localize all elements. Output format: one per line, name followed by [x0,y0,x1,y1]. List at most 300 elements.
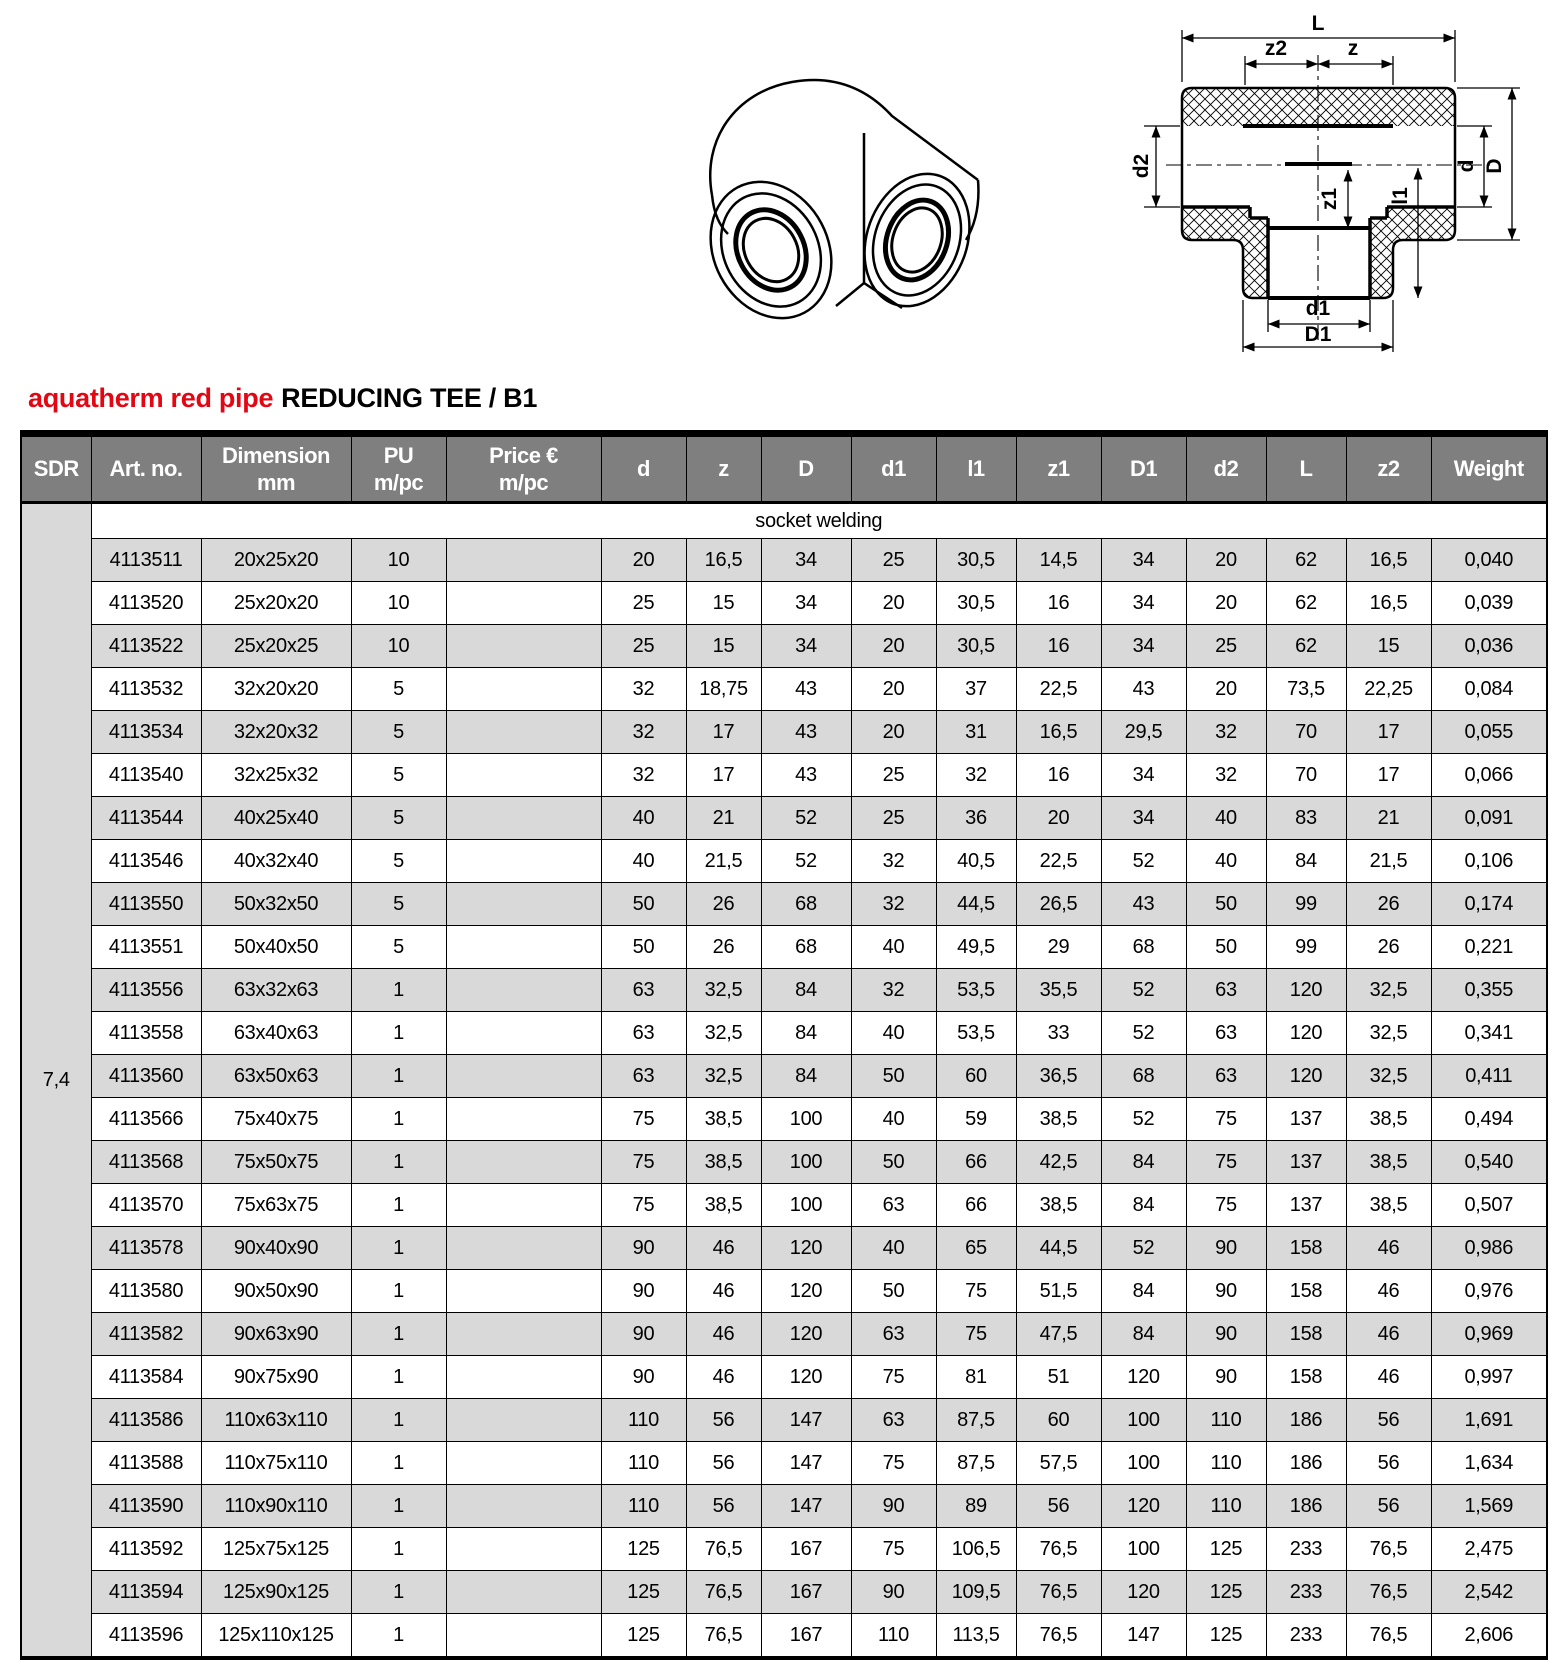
cell-d: 110 [601,1399,686,1442]
cell-pu: 1 [351,1098,446,1141]
cell-d: 90 [601,1270,686,1313]
cell-d1: 50 [851,1055,936,1098]
cell-dimension: 50x32x50 [201,883,351,926]
cell-d2: 25 [1186,625,1266,668]
cell-d1: 32 [851,883,936,926]
cell-d1: 20 [851,625,936,668]
table-row [21,1227,1547,1270]
cell-D: 100 [761,1098,851,1141]
cell-D1: 84 [1101,1184,1186,1227]
cell-z: 26 [686,926,761,969]
cell-art-no: 4113582 [91,1313,201,1356]
cell-dimension: 90x50x90 [201,1270,351,1313]
cell-weight: 0,355 [1431,969,1547,1012]
cell-d: 32 [601,668,686,711]
cell-pu: 1 [351,1399,446,1442]
cell-z1: 22,5 [1016,840,1101,883]
cell-L: 70 [1266,754,1346,797]
table-row [21,582,1547,625]
cell-z2: 21 [1346,797,1431,840]
cell-dimension: 110x75x110 [201,1442,351,1485]
cell-weight: 0,540 [1431,1141,1547,1184]
col-header-dimension: Dimension mm [201,434,351,503]
cell-D1: 84 [1101,1313,1186,1356]
cell-z1: 56 [1016,1485,1101,1528]
cell-weight: 0,969 [1431,1313,1547,1356]
cell-D: 120 [761,1356,851,1399]
cell-l1: 66 [936,1184,1016,1227]
cell-D: 100 [761,1141,851,1184]
cell-weight: 0,986 [1431,1227,1547,1270]
cell-price [446,1012,601,1055]
cell-D: 120 [761,1270,851,1313]
table-row [21,926,1547,969]
cell-dimension: 63x40x63 [201,1012,351,1055]
cell-L: 158 [1266,1313,1346,1356]
cell-l1: 109,5 [936,1571,1016,1614]
cell-z2: 46 [1346,1356,1431,1399]
cell-D1: 120 [1101,1485,1186,1528]
cell-d: 90 [601,1227,686,1270]
col-header-z: z [686,434,761,503]
cell-L: 99 [1266,883,1346,926]
table-row [21,1055,1547,1098]
col-header-art-no: Art. no. [91,434,201,503]
cell-D1: 52 [1101,969,1186,1012]
cell-z1: 20 [1016,797,1101,840]
cell-price [446,668,601,711]
col-header-D: D [761,434,851,503]
cell-z: 76,5 [686,1571,761,1614]
cell-z: 15 [686,625,761,668]
cell-art-no: 4113568 [91,1141,201,1184]
cell-l1: 53,5 [936,1012,1016,1055]
cell-price [446,1227,601,1270]
cell-d: 75 [601,1141,686,1184]
table-row [21,1356,1547,1399]
cell-l1: 37 [936,668,1016,711]
cell-d1: 25 [851,539,936,582]
cell-price [446,539,601,582]
cell-pu: 10 [351,625,446,668]
cell-z1: 35,5 [1016,969,1101,1012]
cell-art-no: 4113590 [91,1485,201,1528]
cell-dimension: 32x25x32 [201,754,351,797]
table-row [21,711,1547,754]
cell-dimension: 32x20x20 [201,668,351,711]
cell-D: 120 [761,1313,851,1356]
cell-d: 40 [601,840,686,883]
cell-l1: 30,5 [936,582,1016,625]
tee-section-drawing [1040,0,1566,355]
cell-d1: 32 [851,840,936,883]
cell-D: 52 [761,797,851,840]
cell-price [446,625,601,668]
cell-d2: 110 [1186,1442,1266,1485]
cell-d2: 90 [1186,1356,1266,1399]
cell-z: 76,5 [686,1614,761,1659]
cell-art-no: 4113578 [91,1227,201,1270]
cell-l1: 53,5 [936,969,1016,1012]
cell-pu: 1 [351,969,446,1012]
cell-z2: 17 [1346,754,1431,797]
cell-L: 62 [1266,582,1346,625]
cell-d1: 75 [851,1528,936,1571]
table-row [21,1098,1547,1141]
cell-price [446,883,601,926]
cell-d1: 40 [851,1227,936,1270]
cell-z2: 26 [1346,926,1431,969]
cell-D: 100 [761,1184,851,1227]
cell-D: 34 [761,625,851,668]
cell-z1: 38,5 [1016,1184,1101,1227]
cell-dimension: 90x40x90 [201,1227,351,1270]
cell-L: 83 [1266,797,1346,840]
cell-d1: 75 [851,1442,936,1485]
cell-z2: 56 [1346,1485,1431,1528]
cell-weight: 0,036 [1431,625,1547,668]
table-row [21,1012,1547,1055]
cell-d1: 75 [851,1356,936,1399]
col-header-z2: z2 [1346,434,1431,503]
cell-weight: 0,411 [1431,1055,1547,1098]
cell-dimension: 32x20x32 [201,711,351,754]
cell-L: 137 [1266,1098,1346,1141]
cell-pu: 1 [351,1528,446,1571]
cell-z2: 56 [1346,1399,1431,1442]
table-row [21,1313,1547,1356]
cell-z: 46 [686,1356,761,1399]
cell-z2: 76,5 [1346,1614,1431,1659]
cell-d2: 40 [1186,797,1266,840]
cell-D: 68 [761,926,851,969]
cell-pu: 1 [351,1571,446,1614]
cell-z2: 76,5 [1346,1571,1431,1614]
cell-price [446,1485,601,1528]
cell-art-no: 4113596 [91,1614,201,1659]
cell-pu: 1 [351,1055,446,1098]
cell-z1: 16 [1016,582,1101,625]
cell-pu: 1 [351,1485,446,1528]
col-header-L: L [1266,434,1346,503]
table-row [21,754,1547,797]
cell-z: 56 [686,1485,761,1528]
cell-dimension: 40x32x40 [201,840,351,883]
cell-z1: 42,5 [1016,1141,1101,1184]
cell-l1: 65 [936,1227,1016,1270]
cell-z1: 60 [1016,1399,1101,1442]
cell-z1: 16,5 [1016,711,1101,754]
dim-label-D: D [1483,158,1506,174]
cell-D1: 52 [1101,1227,1186,1270]
cell-D1: 84 [1101,1270,1186,1313]
table-row [21,1614,1547,1659]
cell-pu: 1 [351,1141,446,1184]
section-row [21,503,1547,539]
cell-pu: 1 [351,1270,446,1313]
table-row [21,1528,1547,1571]
cell-D1: 43 [1101,883,1186,926]
cell-z2: 32,5 [1346,969,1431,1012]
cell-D1: 34 [1101,539,1186,582]
cell-d2: 20 [1186,668,1266,711]
cell-l1: 113,5 [936,1614,1016,1659]
cell-z1: 14,5 [1016,539,1101,582]
cell-D: 43 [761,711,851,754]
cell-l1: 44,5 [936,883,1016,926]
dim-label-z1: z1 [1318,187,1341,211]
cell-D1: 34 [1101,625,1186,668]
cell-weight: 0,341 [1431,1012,1547,1055]
cell-price [446,926,601,969]
cell-D: 52 [761,840,851,883]
col-header-sdr: SDR [21,434,91,503]
cell-z2: 32,5 [1346,1055,1431,1098]
col-header-pu: PU m/pc [351,434,446,503]
cell-L: 186 [1266,1399,1346,1442]
cell-d2: 90 [1186,1270,1266,1313]
cell-dimension: 125x75x125 [201,1528,351,1571]
cell-z: 38,5 [686,1141,761,1184]
dim-label-L: L [1311,12,1325,35]
cell-z1: 33 [1016,1012,1101,1055]
cell-dimension: 75x50x75 [201,1141,351,1184]
cell-D1: 68 [1101,1055,1186,1098]
cell-weight: 0,221 [1431,926,1547,969]
cell-z1: 16 [1016,754,1101,797]
cell-D1: 29,5 [1101,711,1186,754]
cell-pu: 1 [351,1227,446,1270]
table-row [21,625,1547,668]
table-row [21,969,1547,1012]
cell-art-no: 4113546 [91,840,201,883]
cell-z2: 26 [1346,883,1431,926]
cell-price [446,1356,601,1399]
cell-price [446,1184,601,1227]
sdr-value: 7,4 [21,503,91,1659]
cell-d2: 63 [1186,1012,1266,1055]
cell-d: 50 [601,926,686,969]
cell-z: 18,75 [686,668,761,711]
cell-d2: 125 [1186,1528,1266,1571]
cell-D1: 34 [1101,754,1186,797]
cell-weight: 0,039 [1431,582,1547,625]
cell-weight: 0,055 [1431,711,1547,754]
cell-z2: 16,5 [1346,539,1431,582]
cell-d1: 63 [851,1399,936,1442]
cell-pu: 1 [351,1614,446,1659]
cell-z: 15 [686,582,761,625]
cell-d1: 40 [851,1012,936,1055]
cell-art-no: 4113556 [91,969,201,1012]
col-header-d2: d2 [1186,434,1266,503]
table-row [21,668,1547,711]
cell-d1: 110 [851,1614,936,1659]
cell-L: 73,5 [1266,668,1346,711]
cell-price [446,969,601,1012]
cell-D1: 100 [1101,1399,1186,1442]
cell-z: 56 [686,1442,761,1485]
cell-z1: 29 [1016,926,1101,969]
cell-D: 43 [761,668,851,711]
cell-z1: 26,5 [1016,883,1101,926]
dimension-table [20,430,1548,1660]
cell-z: 56 [686,1399,761,1442]
cell-d: 90 [601,1313,686,1356]
cell-weight: 2,606 [1431,1614,1547,1659]
cell-weight: 0,507 [1431,1184,1547,1227]
cell-d2: 50 [1186,883,1266,926]
cell-z1: 38,5 [1016,1098,1101,1141]
cell-d2: 32 [1186,711,1266,754]
cell-d: 90 [601,1356,686,1399]
table-row [21,1399,1547,1442]
dim-label-l1: l1 [1389,187,1412,205]
cell-art-no: 4113520 [91,582,201,625]
cell-weight: 0,106 [1431,840,1547,883]
cell-pu: 10 [351,582,446,625]
cell-z: 38,5 [686,1098,761,1141]
table-row [21,1270,1547,1313]
cell-z: 21 [686,797,761,840]
cell-price [446,582,601,625]
cell-z: 76,5 [686,1528,761,1571]
cell-L: 137 [1266,1184,1346,1227]
table-row [21,883,1547,926]
cell-d2: 75 [1186,1184,1266,1227]
cell-D1: 43 [1101,668,1186,711]
table-row [21,1141,1547,1184]
cell-art-no: 4113588 [91,1442,201,1485]
cell-art-no: 4113592 [91,1528,201,1571]
cell-d: 50 [601,883,686,926]
cell-d1: 40 [851,1098,936,1141]
cell-z1: 76,5 [1016,1571,1101,1614]
cell-dimension: 90x75x90 [201,1356,351,1399]
cell-z2: 38,5 [1346,1098,1431,1141]
section-label: socket welding [91,503,1547,539]
cell-dimension: 125x110x125 [201,1614,351,1659]
cell-L: 120 [1266,1055,1346,1098]
cell-z: 38,5 [686,1184,761,1227]
cell-z1: 76,5 [1016,1528,1101,1571]
col-header-weight: Weight [1431,434,1547,503]
cell-D: 84 [761,1012,851,1055]
cell-pu: 5 [351,668,446,711]
cell-pu: 5 [351,926,446,969]
cell-pu: 1 [351,1184,446,1227]
table-body [21,503,1547,1659]
cell-dimension: 25x20x20 [201,582,351,625]
cell-D: 68 [761,883,851,926]
table-row [21,539,1547,582]
table-row [21,1571,1547,1614]
table-row [21,840,1547,883]
cell-L: 84 [1266,840,1346,883]
cell-pu: 5 [351,840,446,883]
cell-d1: 20 [851,668,936,711]
col-header-D1: D1 [1101,434,1186,503]
page-title [28,383,537,414]
cell-d1: 25 [851,797,936,840]
cell-dimension: 75x63x75 [201,1184,351,1227]
col-header-z1: z1 [1016,434,1101,503]
cell-L: 158 [1266,1356,1346,1399]
cell-L: 233 [1266,1571,1346,1614]
cell-dimension: 40x25x40 [201,797,351,840]
cell-D: 167 [761,1528,851,1571]
dim-label-z: z [1347,37,1359,60]
brand-name: aquatherm red pipe [28,383,274,413]
cell-weight: 1,569 [1431,1485,1547,1528]
cell-d1: 90 [851,1485,936,1528]
cell-z1: 57,5 [1016,1442,1101,1485]
cell-dimension: 63x50x63 [201,1055,351,1098]
cell-l1: 49,5 [936,926,1016,969]
cell-pu: 10 [351,539,446,582]
cell-z: 16,5 [686,539,761,582]
cell-z2: 16,5 [1346,582,1431,625]
cell-dimension: 110x90x110 [201,1485,351,1528]
cell-art-no: 4113540 [91,754,201,797]
cell-d1: 63 [851,1184,936,1227]
cell-z1: 47,5 [1016,1313,1101,1356]
cell-dimension: 25x20x25 [201,625,351,668]
cell-l1: 87,5 [936,1442,1016,1485]
cell-z1: 22,5 [1016,668,1101,711]
cell-l1: 87,5 [936,1399,1016,1442]
cell-dimension: 90x63x90 [201,1313,351,1356]
cell-art-no: 4113560 [91,1055,201,1098]
cell-pu: 5 [351,883,446,926]
cell-D1: 68 [1101,926,1186,969]
cell-art-no: 4113594 [91,1571,201,1614]
dim-label-z2: z2 [1264,37,1288,60]
cell-art-no: 4113534 [91,711,201,754]
product-name: REDUCING TEE / B1 [281,383,538,413]
cell-d2: 110 [1186,1399,1266,1442]
cell-D1: 52 [1101,840,1186,883]
cell-d: 20 [601,539,686,582]
col-header-price: Price € m/pc [446,434,601,503]
cell-d1: 20 [851,582,936,625]
dim-label-D1: D1 [1304,323,1332,346]
cell-z1: 36,5 [1016,1055,1101,1098]
cell-art-no: 4113511 [91,539,201,582]
cell-weight: 2,542 [1431,1571,1547,1614]
cell-L: 186 [1266,1485,1346,1528]
cell-L: 62 [1266,539,1346,582]
cell-d2: 75 [1186,1098,1266,1141]
cell-z: 46 [686,1227,761,1270]
cell-weight: 0,174 [1431,883,1547,926]
cell-L: 233 [1266,1614,1346,1659]
cell-price [446,1442,601,1485]
cell-d: 63 [601,969,686,1012]
cell-z: 21,5 [686,840,761,883]
cell-d1: 20 [851,711,936,754]
cell-d2: 20 [1186,582,1266,625]
cell-d2: 32 [1186,754,1266,797]
cell-d: 32 [601,754,686,797]
header-row [21,434,1547,503]
cell-d2: 125 [1186,1571,1266,1614]
cell-z2: 46 [1346,1313,1431,1356]
cell-d2: 75 [1186,1141,1266,1184]
cell-D1: 100 [1101,1528,1186,1571]
cell-L: 62 [1266,625,1346,668]
cell-d: 40 [601,797,686,840]
